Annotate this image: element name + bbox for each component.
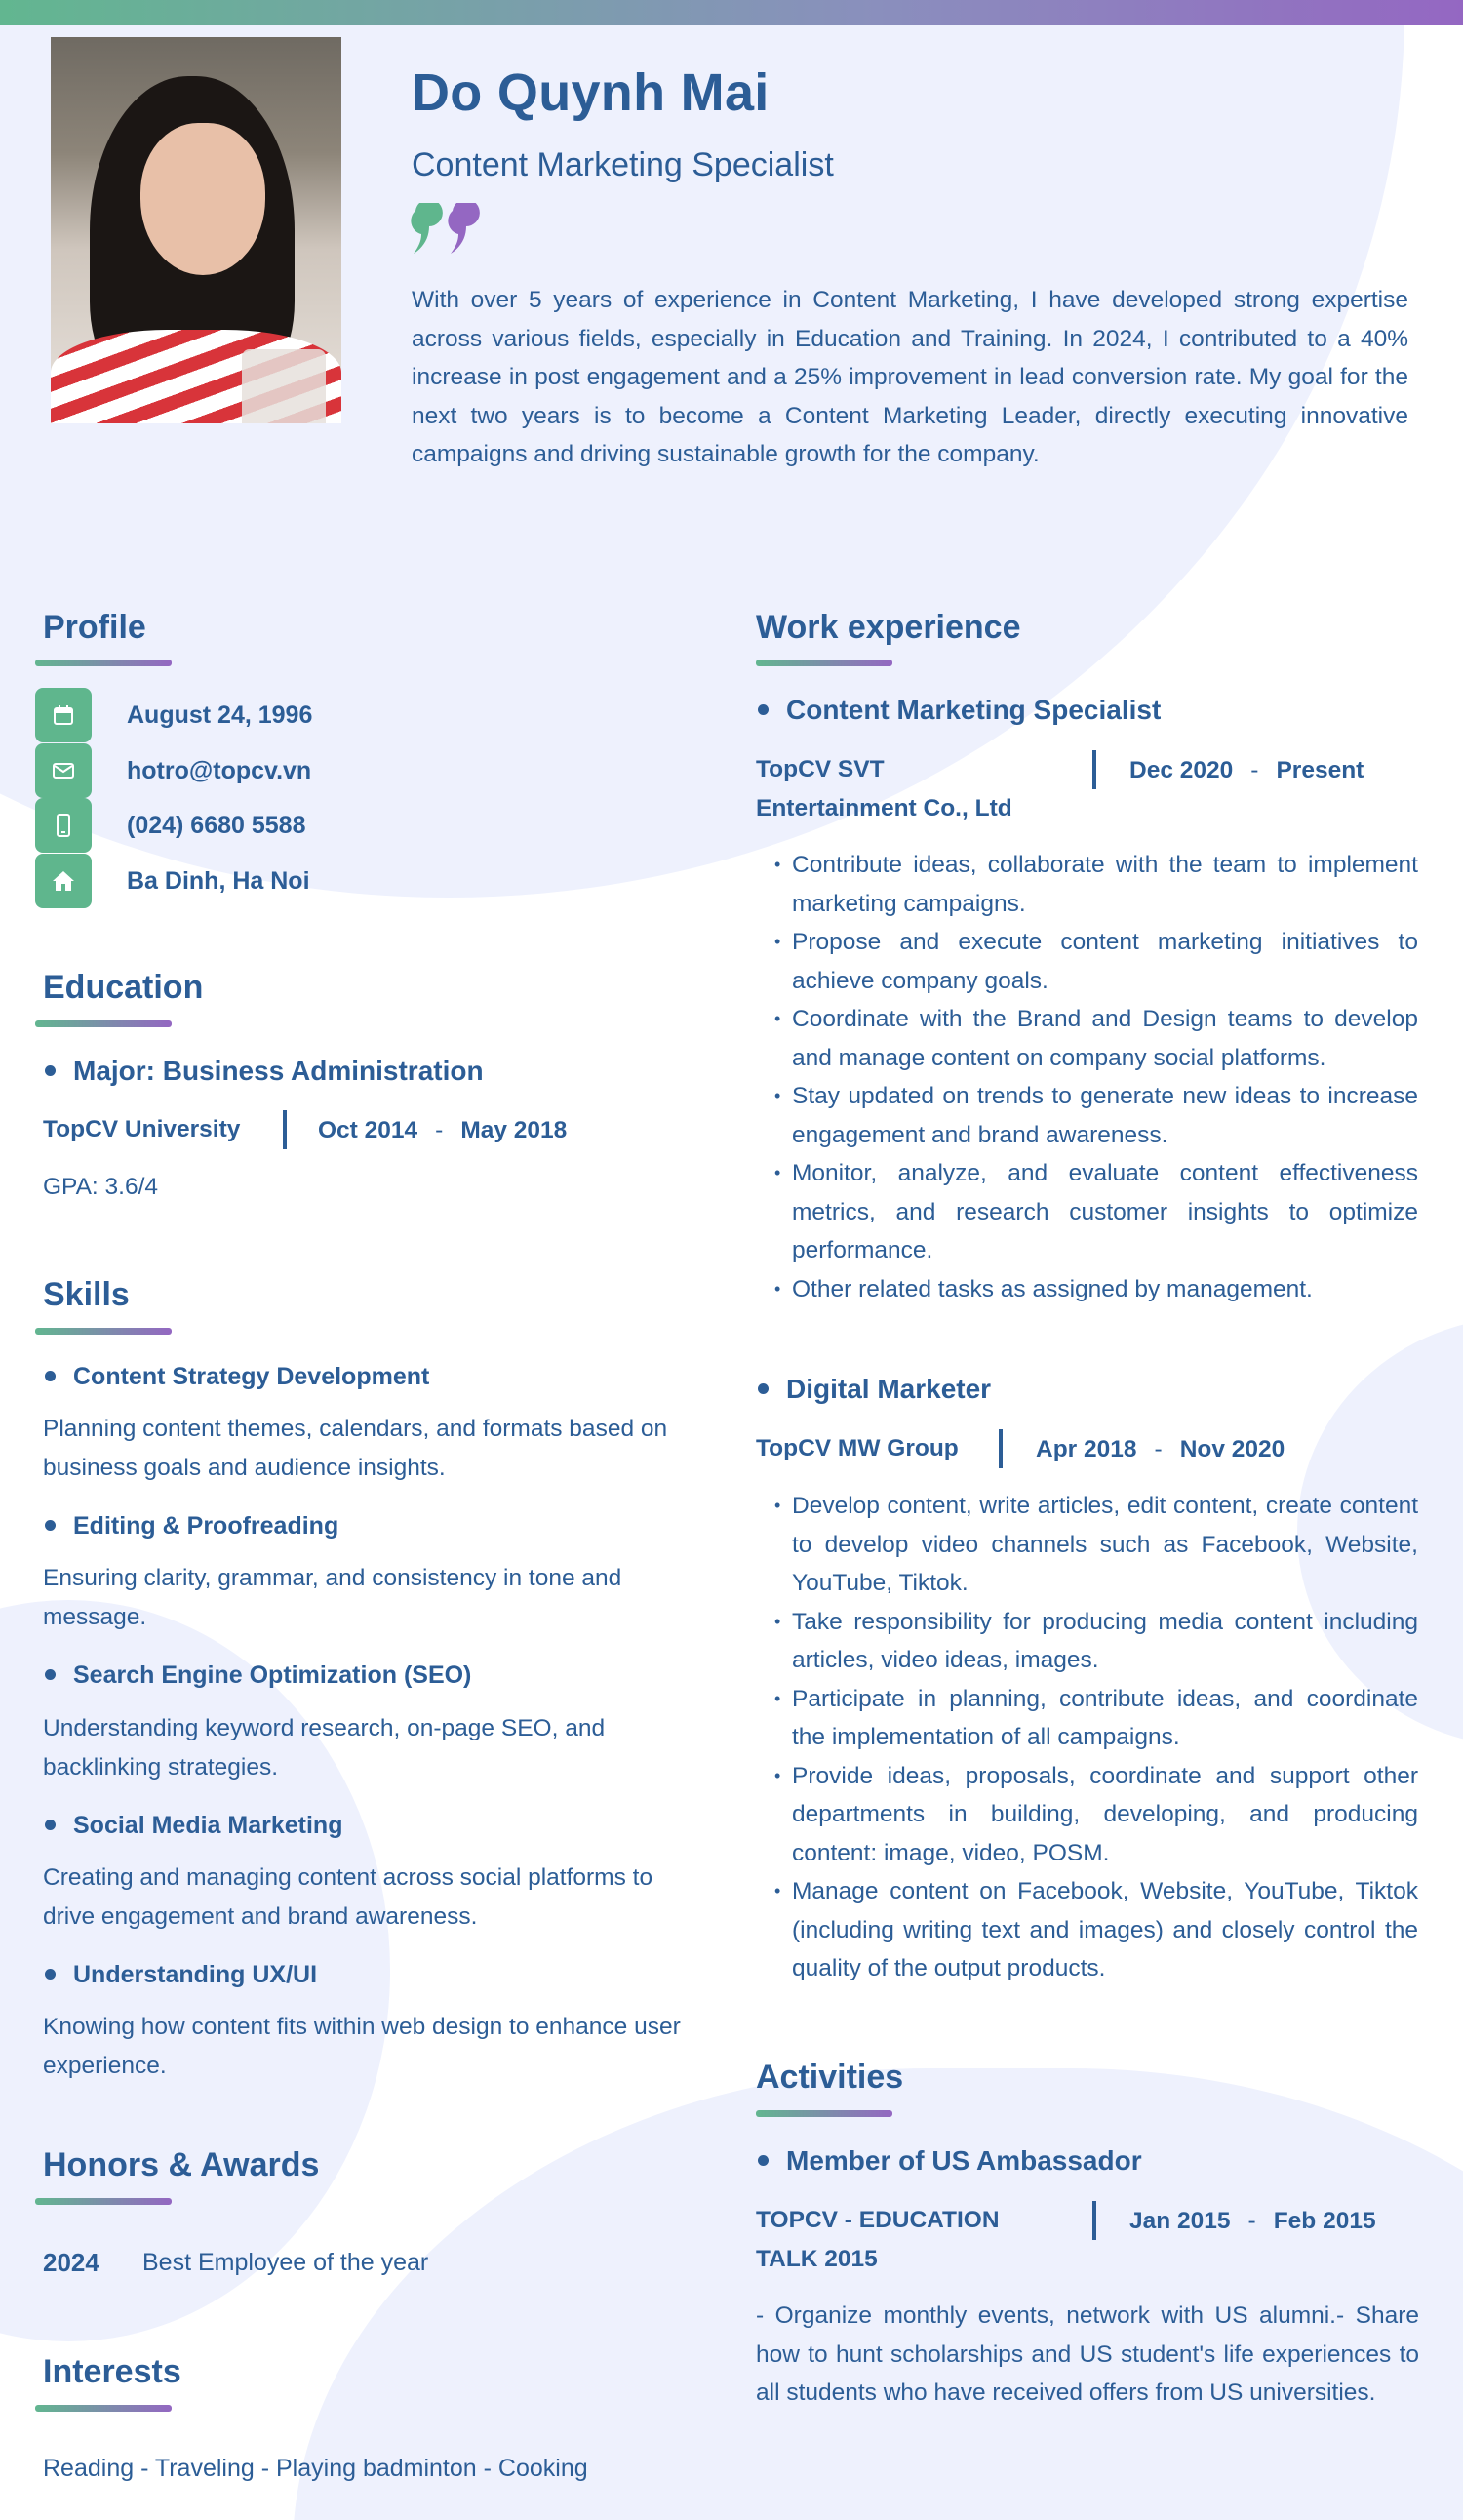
- heading-underline: [756, 2110, 892, 2117]
- activity-role: Member of US Ambassador: [758, 2145, 1142, 2177]
- background-shape: [293, 2068, 1463, 2520]
- candidate-title: Content Marketing Specialist: [412, 146, 834, 183]
- duty-item: • Stay updated on trends to generate new ideas to increase engagement and brand awareness.: [757, 1077, 1418, 1154]
- skill-name: Understanding UX/UI: [45, 1961, 317, 1989]
- skill-name: Search Engine Optimization (SEO): [45, 1661, 471, 1690]
- heading-underline: [35, 2405, 172, 2412]
- activity-org: [756, 2201, 1048, 2279]
- job-company: [756, 750, 1048, 828]
- separator: [1092, 750, 1096, 789]
- skill-description: Understanding keyword research, on-page SEO, and backlinking strategies.: [43, 1715, 606, 1780]
- job-dates: [1129, 757, 1364, 784]
- phone-text[interactable]: (024) 6680 5588: [127, 812, 306, 839]
- skill-name: Editing & Proofreading: [45, 1512, 338, 1540]
- home-icon: [35, 854, 92, 908]
- education-start: Oct 2014: [318, 1117, 418, 1143]
- activity-dates: [1129, 2208, 1376, 2235]
- heading-underline: [35, 1020, 172, 1027]
- quote-icon: [410, 203, 488, 261]
- duty-item: • Develop content, write articles, edit content, create content to develop video channels such as Facebook, Website, YouTube, Tiktok.: [757, 1487, 1418, 1603]
- date-dash: -: [1154, 1436, 1163, 1462]
- job-duties: [757, 1487, 1418, 1988]
- duty-item: • Coordinate with the Brand and Design teams to develop and manage content on company social platforms.: [757, 1000, 1418, 1077]
- skill-description: Ensuring clarity, grammar, and consistency in tone and message.: [43, 1565, 622, 1630]
- phone-icon: [35, 798, 92, 853]
- duty-item: • Take responsibility for producing media content including articles, video ideas, images.: [757, 1603, 1418, 1680]
- heading-underline: [35, 1328, 172, 1335]
- job-company-line: Entertainment Co., Ltd: [756, 795, 1012, 821]
- interests-text: Reading - Traveling - Playing badminton - Cooking: [43, 2455, 588, 2482]
- duty-item: • Propose and execute content marketing initiatives to achieve company goals.: [757, 923, 1418, 1000]
- heading-underline: [35, 2198, 172, 2205]
- heading-underline: [756, 660, 892, 666]
- education-school: TopCV University: [43, 1116, 241, 1142]
- job-role: Digital Marketer: [758, 1374, 991, 1405]
- candidate-name: Do Quynh Mai: [412, 63, 770, 122]
- job-duties: [757, 846, 1418, 1308]
- education-end: May 2018: [460, 1117, 568, 1143]
- education-heading: Education: [43, 969, 204, 1006]
- separator: [999, 1429, 1003, 1468]
- profile-heading: Profile: [43, 609, 146, 646]
- activity-org-line: TALK 2015: [756, 2246, 878, 2272]
- skill-name: Social Media Marketing: [45, 1812, 342, 1840]
- skills-heading: Skills: [43, 1276, 130, 1313]
- job-company-line: TopCV SVT: [756, 756, 885, 782]
- education-major: Major: Business Administration: [45, 1056, 484, 1087]
- separator: [1092, 2201, 1096, 2240]
- activities-heading: Activities: [756, 2059, 904, 2096]
- top-accent-bar: [0, 0, 1463, 25]
- interests-heading: Interests: [43, 2353, 181, 2390]
- skill-description: Knowing how content fits within web design to enhance user experience.: [43, 2014, 681, 2079]
- email-text[interactable]: hotro@topcv.vn: [127, 757, 312, 784]
- duty-item: • Provide ideas, proposals, coordinate and support other departments in building, developing, and producing content: image, video, POSM.: [757, 1757, 1418, 1873]
- activity-start: Jan 2015: [1129, 2208, 1231, 2234]
- email-icon: [35, 743, 92, 798]
- education-gpa: GPA: 3.6/4: [43, 1174, 159, 1200]
- honors-heading: Honors & Awards: [43, 2146, 320, 2183]
- address-text: Ba Dinh, Ha Noi: [127, 867, 310, 895]
- job-end: Present: [1276, 757, 1364, 783]
- separator: [283, 1110, 287, 1149]
- date-dash: -: [435, 1117, 444, 1143]
- education-dates: [318, 1117, 567, 1144]
- work-heading: Work experience: [756, 609, 1021, 646]
- job-company: TopCV MW Group: [756, 1435, 959, 1461]
- skill-description: Planning content themes, calendars, and formats based on business goals and audience insights.: [43, 1416, 668, 1481]
- award-name: Best Employee of the year: [142, 2249, 429, 2276]
- duty-item: • Manage content on Facebook, Website, YouTube, Tiktok (including writing text and images) and closely control the quality of the output products.: [757, 1872, 1418, 1988]
- summary-text: With over 5 years of experience in Content Marketing, I have developed strong expertise across various fields, especially in Education and Training. In 2024, I contributed to a 40% increase in post engagement and a 25% improvement in lead conversion rate. My goal for the next two years is to become a Content Marketing Leader, directly executing innovative campaigns and driving sustainable growth for the company.: [412, 287, 1408, 467]
- activity-org-line: TOPCV - EDUCATION: [756, 2207, 1000, 2233]
- activity-description: - Organize monthly events, network with US alumni.- Share how to hunt scholarships and US student's life experiences to all students who have received offers from US universities.: [756, 2302, 1419, 2406]
- job-role: Content Marketing Specialist: [758, 695, 1161, 726]
- job-start: Dec 2020: [1129, 757, 1234, 783]
- duty-item: • Participate in planning, contribute ideas, and coordinate the implementation of all campaigns.: [757, 1680, 1418, 1757]
- calendar-icon: [35, 688, 92, 742]
- activity-end: Feb 2015: [1273, 2208, 1376, 2234]
- duty-item: • Contribute ideas, collaborate with the team to implement marketing campaigns.: [757, 846, 1418, 923]
- skill-name: Content Strategy Development: [45, 1363, 429, 1391]
- job-end: Nov 2020: [1179, 1436, 1285, 1462]
- heading-underline: [35, 660, 172, 666]
- award-year: 2024: [43, 2248, 99, 2277]
- job-dates: [1036, 1436, 1285, 1463]
- date-dash: -: [1250, 757, 1259, 783]
- duty-item: • Other related tasks as assigned by management.: [757, 1270, 1418, 1309]
- birthday-text: August 24, 1996: [127, 701, 313, 729]
- duty-item: • Monitor, analyze, and evaluate content effectiveness metrics, and research customer insights to optimize performance.: [757, 1154, 1418, 1270]
- profile-photo: [51, 37, 341, 423]
- job-start: Apr 2018: [1036, 1436, 1137, 1462]
- date-dash: -: [1247, 2208, 1256, 2234]
- skill-description: Creating and managing content across social platforms to drive engagement and brand awareness.: [43, 1864, 653, 1930]
